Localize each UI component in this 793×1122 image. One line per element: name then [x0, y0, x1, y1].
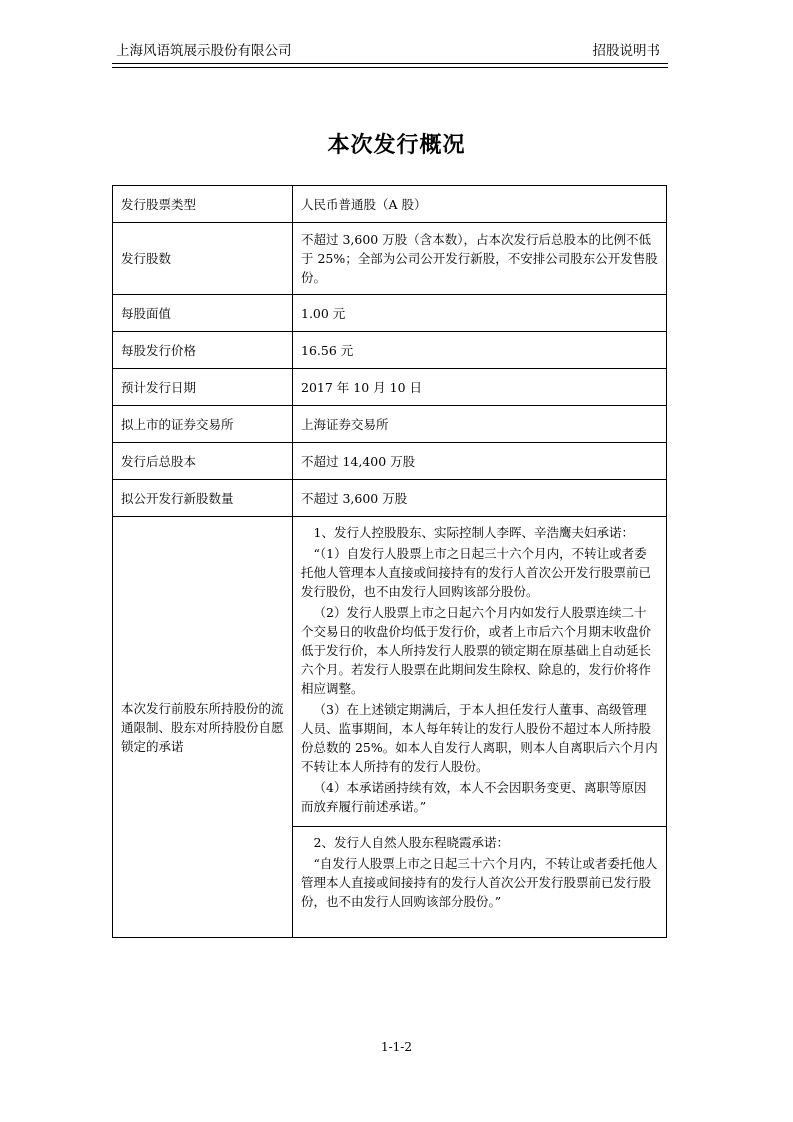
issuance-overview-table: [112, 185, 667, 938]
table-row: [113, 443, 667, 480]
header-company-name: 上海风语筑展示股份有限公司: [116, 43, 292, 59]
row-value: 16.56 元: [293, 332, 667, 369]
table-row: [113, 186, 667, 223]
row-value: 不超过 3,600 万股（含本数），占本次发行后总股本的比例不低于 25%；全部为公司公开发行新股，不安排公司股东公开发售股份。: [293, 223, 667, 295]
table-row-lockup: [113, 517, 667, 827]
row-label: 拟公开发行新股数量: [113, 480, 293, 517]
row-value: 人民币普通股（A 股）: [293, 186, 667, 223]
row-value: 不超过 3,600 万股: [293, 480, 667, 517]
row-label: 每股面值: [113, 295, 293, 332]
header-rule-thick: [112, 63, 668, 64]
page-title: 本次发行概况: [327, 133, 466, 158]
row-value: 2017 年 10 月 10 日: [293, 369, 667, 406]
pledge1-paragraph-4: （4）本承诺函持续有效，本人不会因职务变更、离职等原因而放弃履行前述承诺。”: [301, 780, 647, 814]
header-doc-type: 招股说明书: [592, 43, 660, 59]
lockup-label: 本次发行前股东所持股份的流通限制、股东对所持股份自愿锁定的承诺: [113, 517, 293, 938]
row-label: 预计发行日期: [113, 369, 293, 406]
page-header: [112, 40, 668, 62]
row-label: 每股发行价格: [113, 332, 293, 369]
row-label: 发行后总股本: [113, 443, 293, 480]
table-row: [113, 406, 667, 443]
row-label: 发行股票类型: [113, 186, 293, 223]
table-row: [113, 223, 667, 295]
table-row: [113, 480, 667, 517]
pledge1-paragraph-2: （2）发行人股票上市之日起六个月内如发行人股票连续二十个交易日的收盘价均低于发行价，或者上市后六个月期末收盘价低于发行价，本人所持发行人股票的锁定期在原基础上自动延长六个月。若发行人股票在此期间发生除权、除息的，发行价将作相应调整。: [301, 605, 652, 696]
pledge2-paragraph-1: “自发行人股票上市之日起三十六个月内，不转让或者委托他人管理本人直接或间接持有的发行人首次公开发行股票前已发行股份，也不由发行人回购该部分股份。”: [301, 856, 658, 909]
row-value: 不超过 14,400 万股: [293, 443, 667, 480]
pledge1-paragraph-1: “（1）自发行人股票上市之日起三十六个月内，不转让或者委托他人管理本人直接或间接持有的发行人首次公开发行股票前已发行股份，也不由发行人回购该部分股份。: [301, 546, 652, 599]
pledge-natural-shareholder: [293, 827, 667, 938]
header-rule-thin: [112, 67, 668, 68]
row-value: 上海证券交易所: [293, 406, 667, 443]
table-row: [113, 332, 667, 369]
table-row: [113, 295, 667, 332]
row-label: 发行股数: [113, 223, 293, 295]
page-number: 1-1-2: [380, 1040, 412, 1054]
row-label: 拟上市的证券交易所: [113, 406, 293, 443]
table-row: [113, 369, 667, 406]
row-value: 1.00 元: [293, 295, 667, 332]
pledge1-paragraph-3: （3）在上述锁定期满后，于本人担任发行人董事、高级管理人员、监事期间，本人每年转让的发行人股份不超过本人所持股份总数的 25%。如本人自发行人离职，则本人自离职后六个月内不转让本人所持有的发行人股份。: [301, 702, 658, 774]
pledge-controlling-shareholders: [293, 517, 667, 827]
pledge1-heading: 1、发行人控股股东、实际控制人李晖、辛浩鹰夫妇承诺：: [313, 525, 634, 540]
pledge2-heading: 2、发行人自然人股东程晓霞承诺：: [313, 835, 509, 850]
